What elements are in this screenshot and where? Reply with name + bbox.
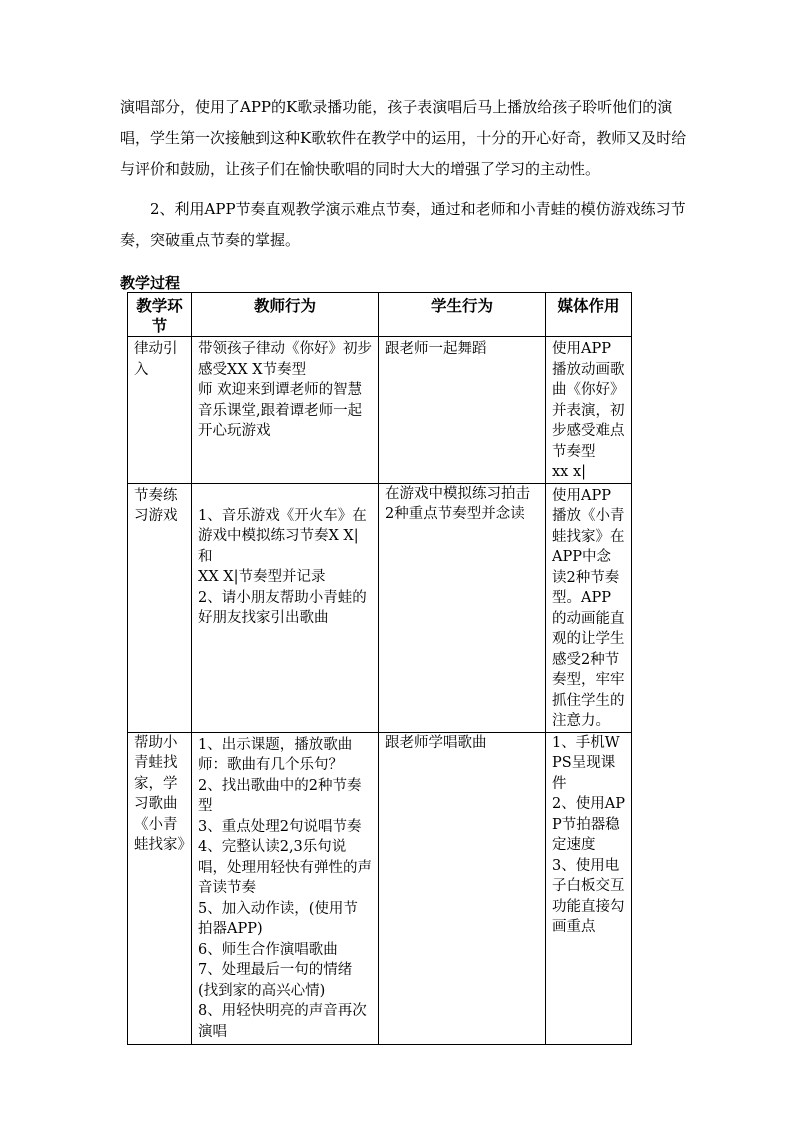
- teacher-cell: [192, 337, 379, 484]
- stage-cell: 帮助小青蛙找家，学习歌曲《小青蛙找家》: [128, 732, 192, 1044]
- header-student: 学生行为: [379, 293, 546, 337]
- stage-cell: 节奏练习游戏: [128, 483, 192, 732]
- media-line: 使用APP播放《小青蛙找家》在APP中念读2种节奏型。APP的动画能直观的让学生感受2种节奏型，牢牢抓住学生的注意力。: [552, 487, 625, 729]
- media-cell: [546, 483, 632, 732]
- media-cell: [546, 732, 632, 1044]
- media-cell: [546, 337, 632, 484]
- student-cell: 跟老师一起舞蹈: [379, 337, 546, 484]
- teacher-line: 7、处理最后一句的情绪(找到家的高兴心情): [198, 962, 353, 999]
- body-paragraph-1: 演唱部分，使用了APP的K歌录播功能，孩子表演唱后马上播放给孩子聆听他们的演唱，学生第一次接触到这种K歌软件在教学中的运用，十分的开心好奇，教师又及时给与评价和鼓励，让孩子们在愉快歌唱的同时大大的增强了学习的主动性。: [120, 98, 687, 178]
- teacher-line: 2、请小朋友帮助小青蛙的好朋友找家引出歌曲: [198, 589, 367, 626]
- teacher-line: XX X|节奏型并记录: [198, 569, 326, 585]
- student-cell: 跟老师学唱歌曲: [379, 732, 546, 1044]
- media-line: 2、使用APP节拍器稳定速度: [552, 796, 625, 853]
- body-paragraph-2: 2、利用APP节奏直观教学演示难点节奏，通过和老师和小青蛙的模仿游戏练习节奏，突破重点节奏的掌握。: [120, 200, 686, 249]
- rhythm-notation: xx x|: [552, 464, 587, 480]
- teacher-line: 师：歌曲有几个乐句？: [198, 757, 343, 773]
- header-stage: 教学环节: [128, 293, 192, 337]
- teacher-line: 3、重点处理2句说唱节奏: [198, 818, 362, 835]
- media-line: 3、使用电子白板交互功能直接勾画重点: [552, 857, 625, 935]
- media-line: 1、手机WPS呈现课件: [552, 734, 620, 792]
- teacher-line: 2、找出歌曲中的2种节奏型: [198, 777, 362, 814]
- header-teacher: 教师行为: [192, 293, 379, 337]
- teacher-line: 4、完整认读2,3乐句说唱，处理用轻快有弹性的声音读节奏: [198, 839, 372, 896]
- media-line: 使用APP播放动画歌曲《你好》并表演，初步感受难点节奏型: [552, 341, 625, 460]
- teacher-cell: [192, 483, 379, 732]
- lesson-table: [127, 292, 632, 1045]
- stage-cell: 律动引入: [128, 337, 192, 484]
- teacher-line: 1、音乐游戏《开火车》在游戏中模拟练习节奏X X|和: [198, 507, 367, 565]
- student-cell: 在游戏中模拟练习拍击2种重点节奏型并念读: [379, 483, 546, 732]
- table-header-row: [128, 293, 632, 337]
- teacher-line: 师 欢迎来到谭老师的智慧音乐课堂,跟着谭老师一起开心玩游戏: [198, 382, 363, 439]
- teacher-cell: [192, 732, 379, 1044]
- teacher-line: 带领孩子律动《你好》初步感受XX X节奏型: [198, 341, 372, 378]
- table-row: [128, 483, 632, 732]
- section-title: 教学过程: [120, 274, 181, 292]
- teacher-line: 1、出示课题，播放歌曲: [198, 736, 353, 753]
- table-row: [128, 337, 632, 484]
- table-row: [128, 732, 632, 1044]
- teacher-line: 5、加入动作读，(使用节拍器APP): [198, 900, 358, 937]
- teacher-line: 6、师生合作演唱歌曲: [198, 941, 338, 958]
- header-media: 媒体作用: [546, 293, 632, 337]
- teacher-line: 8、用轻快明亮的声音再次演唱: [198, 1003, 367, 1040]
